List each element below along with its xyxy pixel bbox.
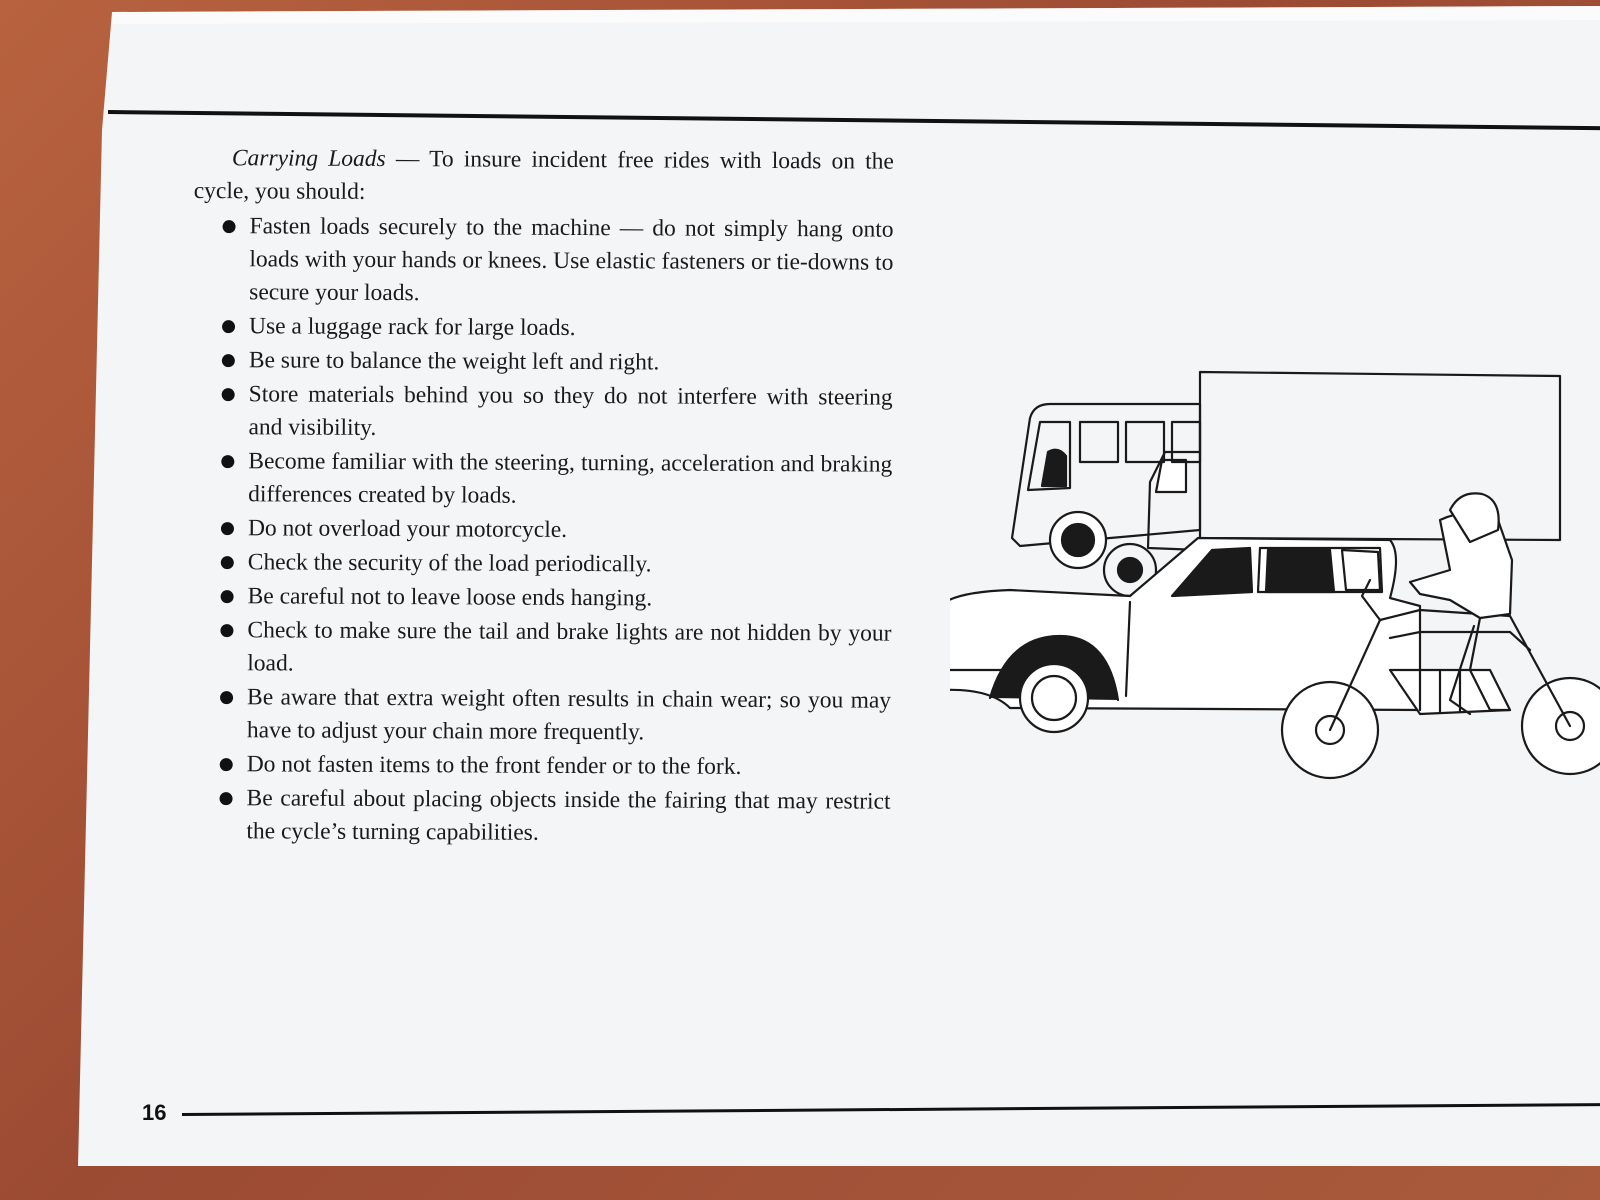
bullet-icon	[221, 556, 234, 569]
section-intro	[194, 142, 894, 212]
list-item: Be careful not to leave loose ends hanging.	[192, 580, 892, 617]
bullet-icon	[223, 220, 236, 233]
show-through-text	[958, 150, 1578, 182]
bullet-icon	[220, 691, 233, 704]
list-item: Be aware that extra weight often results in chain wear; so you may have to adjust your chain more frequently.	[191, 681, 891, 751]
bullet-icon	[222, 354, 235, 367]
list-item: Be careful about placing objects inside the fairing that may restrict the cycle’s turning capabilities.	[190, 782, 890, 852]
intro-text: — To insure incident free rides with loads on the cycle, you should:	[193, 146, 894, 205]
list-item: Check to make sure the tail and brake lights are not hidden by your load.	[191, 614, 891, 684]
page-number: 16	[142, 1100, 167, 1125]
section-heading: Carrying Loads	[231, 145, 386, 173]
list-item: Do not fasten items to the front fender or to the fork.	[191, 748, 891, 785]
list-item: Fasten loads securely to the machine — do not simply hang onto loads with your hands or knees. Use elastic fasteners or tie-downs to secure your loads.	[193, 210, 894, 313]
list-item: Check the security of the load periodically.	[192, 546, 892, 583]
carrying-loads-section	[190, 142, 894, 853]
bullet-icon	[220, 758, 233, 771]
list-item: Become familiar with the steering, turning, acceleration and braking differences created by loads.	[192, 445, 892, 515]
bullet-icon	[221, 590, 234, 603]
list-item: Store materials behind you so they do not interfere with steering and visibility.	[192, 378, 892, 448]
list-item: Be sure to balance the weight left and right.	[193, 344, 893, 381]
bullet-icon	[222, 320, 235, 333]
bullet-icon	[220, 624, 233, 637]
load-tips-list	[190, 210, 893, 852]
list-item: Use a luggage rack for large loads.	[193, 310, 893, 347]
bullet-icon	[222, 388, 235, 401]
bullet-icon	[221, 455, 234, 468]
traffic-illustration	[950, 370, 1600, 790]
bullet-icon	[220, 792, 233, 805]
list-item: Do not overload your motorcycle.	[192, 512, 892, 549]
bullet-icon	[221, 522, 234, 535]
